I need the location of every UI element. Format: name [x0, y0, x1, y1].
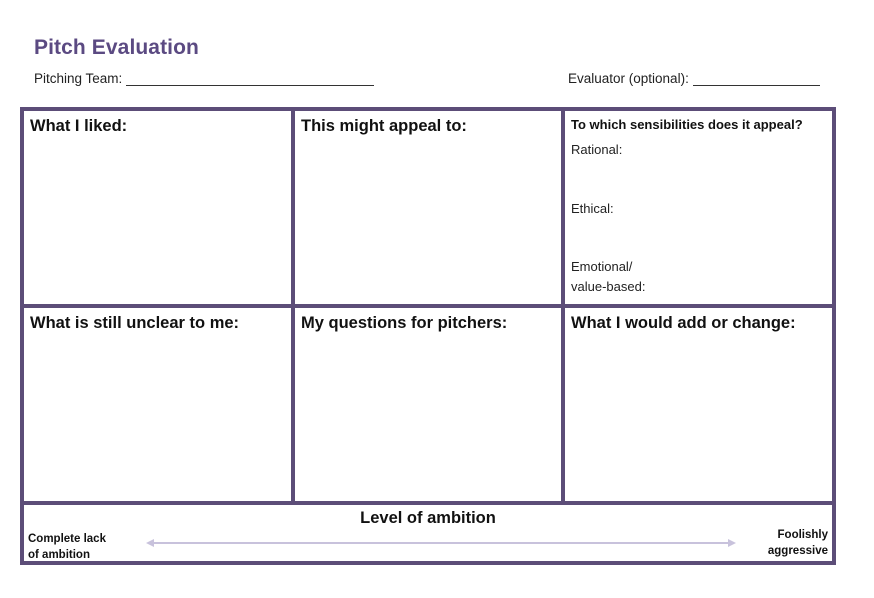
emotional-label-line1: Emotional/ [571, 259, 633, 274]
ambition-low-label [28, 531, 106, 563]
add-change-cell[interactable] [565, 308, 832, 501]
rational-label: Rational: [571, 142, 623, 157]
unclear-heading: What is still unclear to me: [30, 314, 240, 332]
appeal-heading: This might appeal to: [301, 117, 467, 135]
sensibilities-heading: To which sensibilities does it appeal? [571, 117, 803, 132]
evaluation-grid [20, 107, 836, 565]
evaluator-field[interactable] [568, 71, 820, 86]
ambition-high-label [768, 527, 828, 559]
pitching-team-field[interactable] [34, 71, 374, 86]
ambition-scale-arrow[interactable] [146, 537, 736, 549]
appeal-cell[interactable] [295, 111, 561, 304]
ambition-heading: Level of ambition [360, 509, 496, 527]
questions-cell[interactable] [295, 308, 561, 501]
questions-heading: My questions for pitchers: [301, 314, 508, 332]
ambition-low-line1: Complete lack [28, 533, 106, 545]
ethical-label: Ethical: [571, 201, 614, 216]
liked-heading: What I liked: [30, 117, 128, 135]
liked-cell[interactable] [24, 111, 291, 304]
sensibilities-cell[interactable] [565, 111, 832, 304]
pitching-team-label: Pitching Team: [34, 71, 123, 86]
ambition-high-line1: Foolishly [777, 529, 828, 541]
pitching-team-input-line[interactable] [126, 71, 374, 86]
evaluator-input-line[interactable] [693, 71, 820, 86]
page-title: Pitch Evaluation [34, 36, 199, 59]
unclear-cell[interactable] [24, 308, 291, 501]
ambition-high-line2: aggressive [767, 545, 828, 557]
ambition-low-line2: of ambition [28, 549, 90, 561]
emotional-label-line2: value-based: [571, 279, 646, 294]
ambition-cell [24, 505, 832, 561]
add-change-heading: What I would add or change: [571, 314, 796, 332]
evaluator-label: Evaluator (optional): [568, 71, 689, 86]
